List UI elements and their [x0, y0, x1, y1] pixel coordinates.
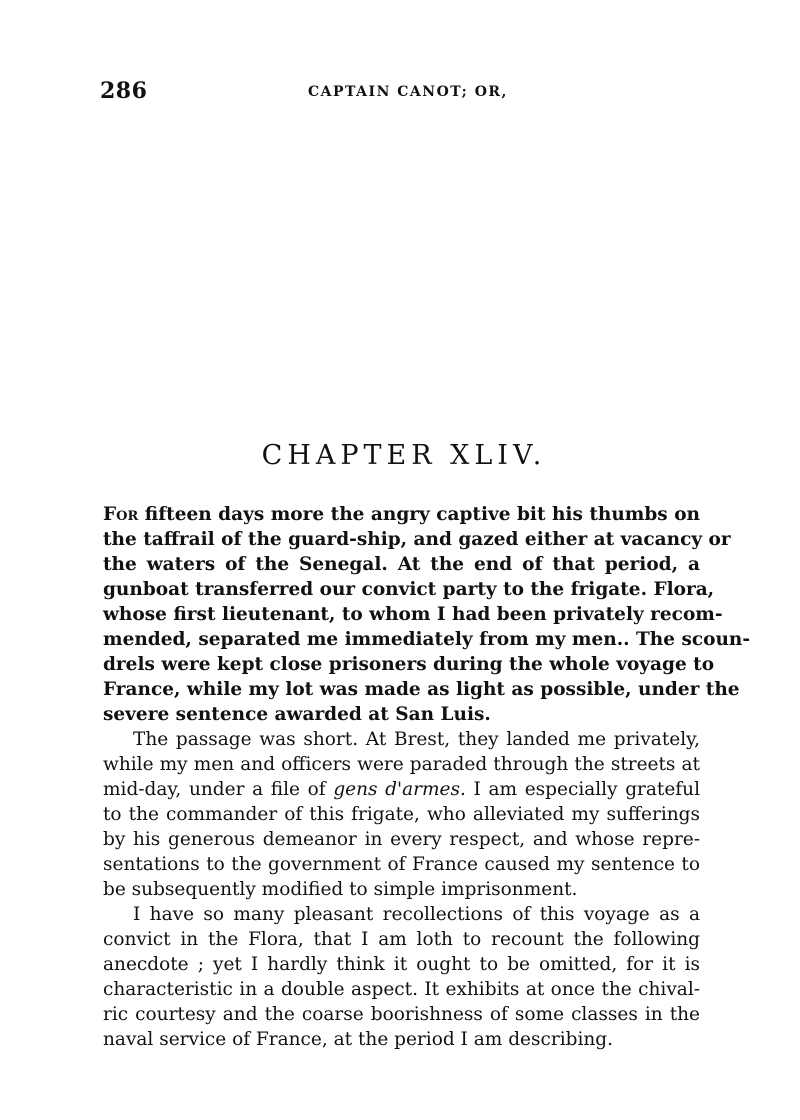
paragraph-line: the taffrail of the guard-ship, and gazed either at vacancy or — [103, 529, 731, 550]
paragraph-3 — [103, 902, 700, 1052]
paragraph-line: For fifteen days more the angry captive bit his thumbs on — [103, 504, 700, 525]
chapter-title: CHAPTER XLIV. — [261, 440, 547, 471]
paragraph-line: gunboat transferred our convict party to the frigate. Flora, — [103, 579, 715, 600]
paragraph-line: naval service of France, at the period I am describing. — [103, 1029, 614, 1050]
paragraph-line: I have so many pleasant recollections of this voyage as a — [133, 904, 700, 925]
paragraph-line: to the commander of this frigate, who alleviated my sufferings — [103, 804, 700, 825]
paragraph-line: severe sentence awarded at San Luis. — [103, 704, 491, 725]
paragraph-line: ric courtesy and the coarse boorishness of some classes in the — [103, 1004, 700, 1025]
paragraph-line: mid-day, under a file of gens d'armes. I am especially grateful — [103, 779, 700, 800]
paragraph-line: drels were kept close prisoners during the whole voyage to — [103, 654, 715, 675]
paragraph-line: sentations to the government of France caused my sentence to — [103, 854, 700, 875]
paragraph-line: France, while my lot was made as light as possible, under the — [103, 679, 740, 700]
paragraph-line: while my men and officers were paraded through the streets at — [103, 754, 700, 775]
page-number: 286 — [100, 78, 148, 104]
paragraph-1 — [103, 502, 751, 727]
italic-phrase: gens d'armes. — [333, 779, 466, 800]
paragraph-line: anecdote ; yet I hardly think it ought to be omitted, for it is — [103, 954, 700, 975]
body-text — [103, 502, 751, 1052]
paragraph-line: convict in the Flora, that I am loth to recount the following — [103, 929, 700, 950]
paragraph-line: characteristic in a double aspect. It exhibits at once the chival- — [103, 979, 700, 1000]
paragraph-line: be subsequently modified to simple imprisonment. — [103, 879, 578, 900]
paragraph-line: the waters of the Senegal. At the end of that period, a — [103, 554, 700, 575]
paragraph-line: mended, separated me immediately from my men.. The scoun- — [103, 629, 751, 650]
paragraph-line: The passage was short. At Brest, they landed me privately, — [133, 729, 700, 750]
paragraph-line: by his generous demeanor in every respect, and whose repre- — [103, 829, 700, 850]
lead-word: For — [103, 504, 139, 525]
paragraph-line: whose first lieutenant, to whom I had been privately recom- — [103, 604, 723, 625]
paragraph-2 — [103, 727, 700, 902]
running-head: CAPTAIN CANOT; OR, — [308, 84, 508, 100]
